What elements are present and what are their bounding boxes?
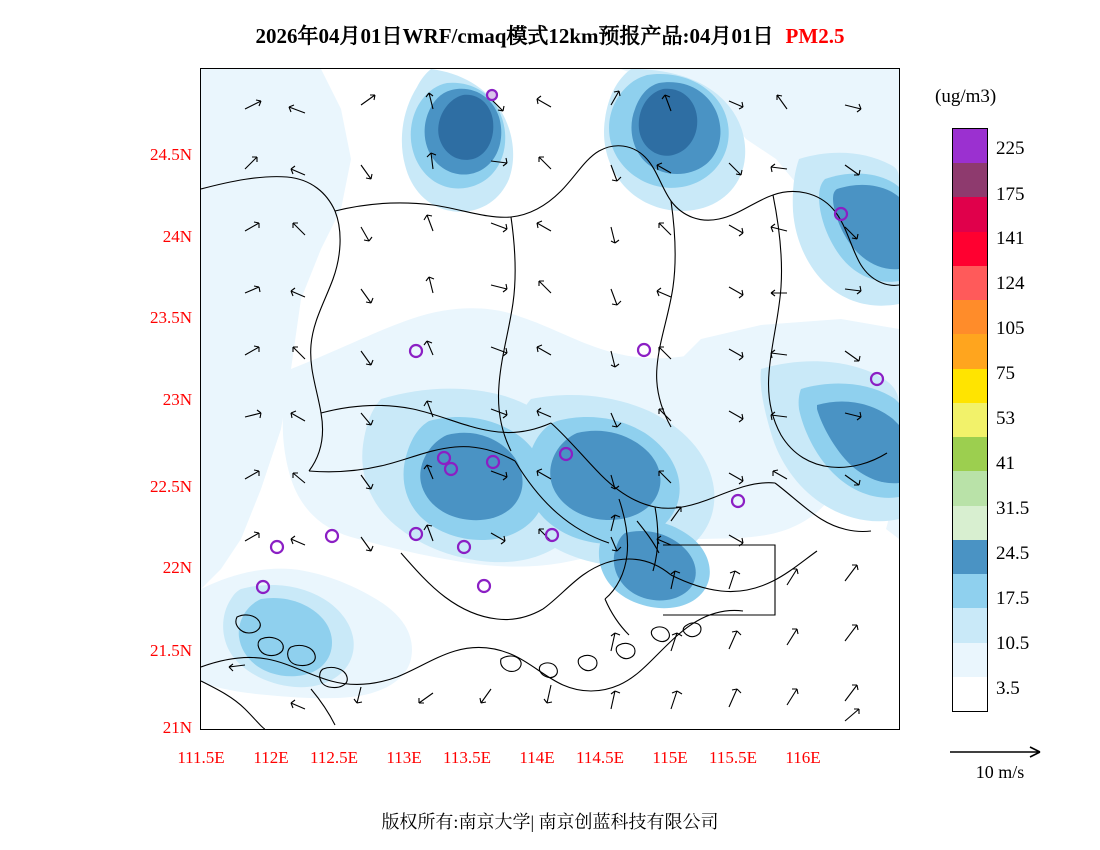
x-axis-tick-112.5E: 112.5E <box>309 748 358 767</box>
y-axis-tick-22.5N: 22.5N <box>149 477 192 496</box>
y-axis-tick-21N: 21N <box>162 718 192 737</box>
y-axis-tick-23.5N: 23.5N <box>149 308 192 327</box>
colorbar-tick-105: 105 <box>996 318 1025 339</box>
copyright-footer: 版权所有:南京大学| 南京创蓝科技有限公司 <box>381 812 719 832</box>
colorbar-tick-53: 53 <box>996 408 1015 429</box>
colorbar-cell-14 <box>953 608 987 642</box>
x-axis-tick-115E: 115E <box>652 748 688 767</box>
colorbar-cell-4 <box>953 266 987 300</box>
colorbar-unit-label: (ug/m3) <box>935 86 997 107</box>
y-axis-tick-23N: 23N <box>162 390 192 409</box>
colorbar-cell-15 <box>953 643 987 677</box>
x-axis-tick-112E: 112E <box>253 748 289 767</box>
title-species-text: PM2.5 <box>785 24 845 48</box>
colorbar-cell-0 <box>953 129 987 163</box>
colorbar-tick-3.5: 3.5 <box>996 678 1020 699</box>
colorbar-tick-175: 175 <box>996 184 1025 205</box>
colorbar-cell-9 <box>953 437 987 471</box>
colorbar-cell-2 <box>953 197 987 231</box>
colorbar-tick-41: 41 <box>996 453 1015 474</box>
y-axis-tick-24N: 24N <box>162 227 192 246</box>
wind-scale-label: 10 m/s <box>975 762 1025 782</box>
colorbar-tick-17.5: 17.5 <box>996 588 1030 609</box>
colorbar-tick-225: 225 <box>996 138 1025 159</box>
colorbar-tick-10.5: 10.5 <box>996 633 1030 654</box>
x-axis-tick-113E: 113E <box>386 748 422 767</box>
colorbar-cell-8 <box>953 403 987 437</box>
y-axis-tick-24.5N: 24.5N <box>149 145 192 164</box>
map-canvas <box>201 69 899 729</box>
colorbar-cell-6 <box>953 334 987 368</box>
colorbar-tick-141: 141 <box>996 228 1025 249</box>
y-axis-tick-22N: 22N <box>162 558 192 577</box>
colorbar-cell-1 <box>953 163 987 197</box>
colorbar-tick-75: 75 <box>996 363 1015 384</box>
colorbar-cell-11 <box>953 506 987 540</box>
colorbar-cell-13 <box>953 574 987 608</box>
colorbar-tick-31.5: 31.5 <box>996 498 1030 519</box>
y-axis-tick-21.5N: 21.5N <box>149 641 192 660</box>
page-title <box>0 20 1100 50</box>
x-axis-tick-113.5E: 113.5E <box>442 748 491 767</box>
title-main-text: 2026年04月01日WRF/cmaq模式12km预报产品:04月01日 <box>255 24 774 48</box>
colorbar-tick-24.5: 24.5 <box>996 543 1030 564</box>
x-axis-tick-114E: 114E <box>519 748 555 767</box>
colorbar-tick-124: 124 <box>996 273 1025 294</box>
colorbar-cell-7 <box>953 369 987 403</box>
x-axis-tick-115.5E: 115.5E <box>708 748 757 767</box>
x-axis-tick-114.5E: 114.5E <box>575 748 624 767</box>
colorbar-cell-5 <box>953 300 987 334</box>
colorbar-cell-3 <box>953 232 987 266</box>
colorbar-cell-16 <box>953 677 987 711</box>
x-axis-tick-116E: 116E <box>785 748 821 767</box>
wind-arrow-icon <box>940 738 1060 762</box>
colorbar <box>952 128 988 712</box>
x-axis-tick-111.5E: 111.5E <box>177 748 225 767</box>
colorbar-cell-12 <box>953 540 987 574</box>
wind-scale-key <box>940 738 1060 788</box>
map-plot-area[interactable] <box>200 68 900 730</box>
colorbar-cell-10 <box>953 471 987 505</box>
